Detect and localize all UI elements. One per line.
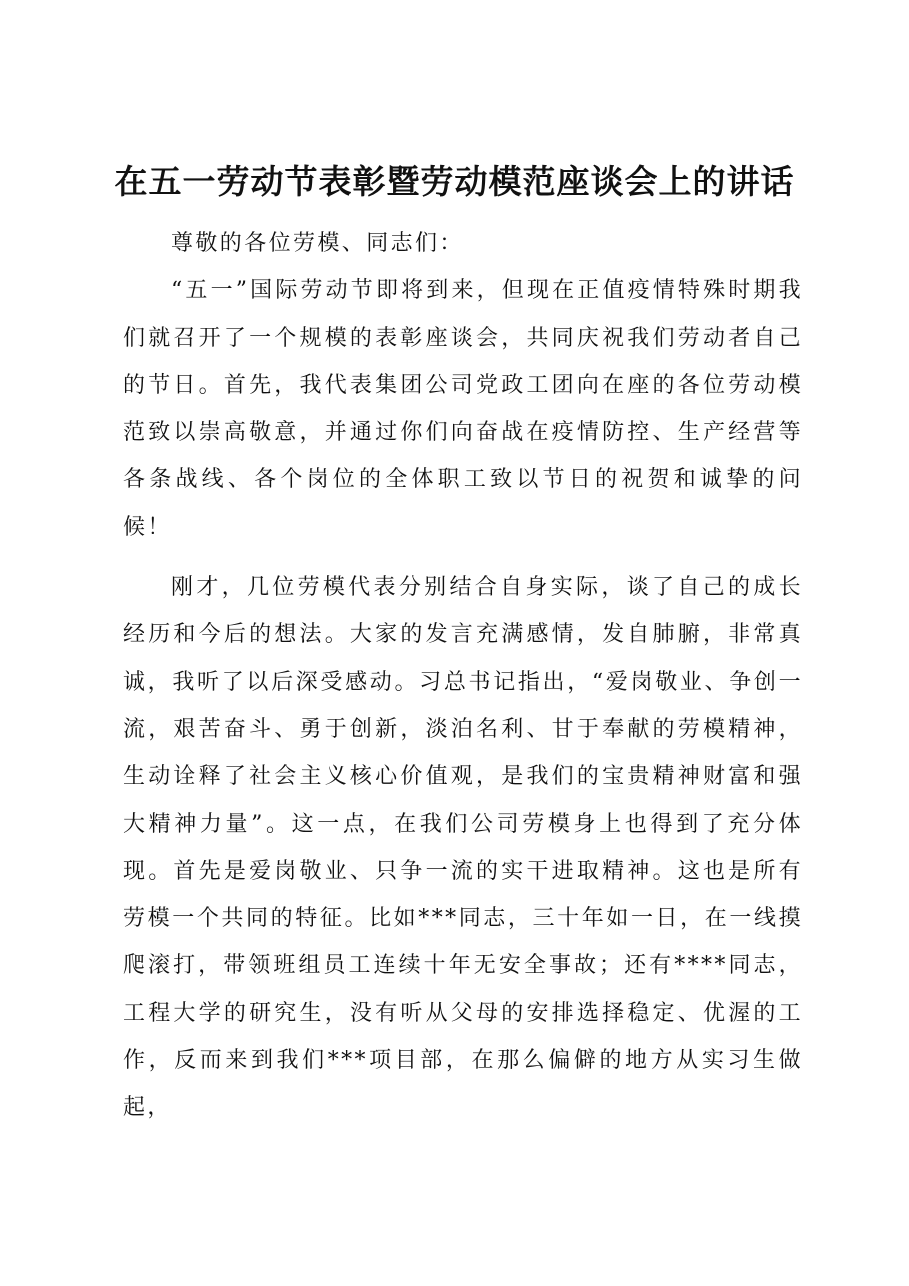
paragraph-2: 刚才，几位劳模代表分别结合自身实际，谈了自己的成长经历和今后的想法。大家的发言充满感情，发自肺腑，非常真诚，我听了以后深受感动。习总书记指出，“爱岗敬业、争创一流，艰苦奋斗、勇于创新，淡泊名利、甘于奉献的劳模精神，生动诠释了社会主义核心价值观，是我们的宝贵精神财富和强大精神力量”。这一点，在我们公司劳模身上也得到了充分体现。首先是爱岗敬业、只争一流的实干进取精神。这也是所有劳模一个共同的特征。比如***同志，三十年如一日，在一线摸爬滚打，带领班组员工连续十年无安全事故；还有****同志，工程大学的研究生，没有听从父母的安排选择稳定、优渥的工作，反而来到我们***项目部，在那么偏僻的地方从实习生做起， — [123, 575, 803, 1121]
paragraph-1: “五一”国际劳动节即将到来，但现在正值疫情特殊时期我们就召开了一个规模的表彰座谈会，共同庆祝我们劳动者自己的节日。首先，我代表集团公司党政工团向在座的各位劳动模范致以崇高敬意，并通过你们向奋战在疫情防控、生产经营等各条战线、各个岗位的全体职工致以节日的祝贺和诚挚的问候！ — [123, 278, 803, 540]
greeting-line: 尊敬的各位劳模、同志们： — [171, 231, 464, 256]
document-body — [123, 220, 803, 1132]
document-title: 在五一劳动节表彰暨劳动模范座谈会上的讲话 — [114, 162, 795, 201]
